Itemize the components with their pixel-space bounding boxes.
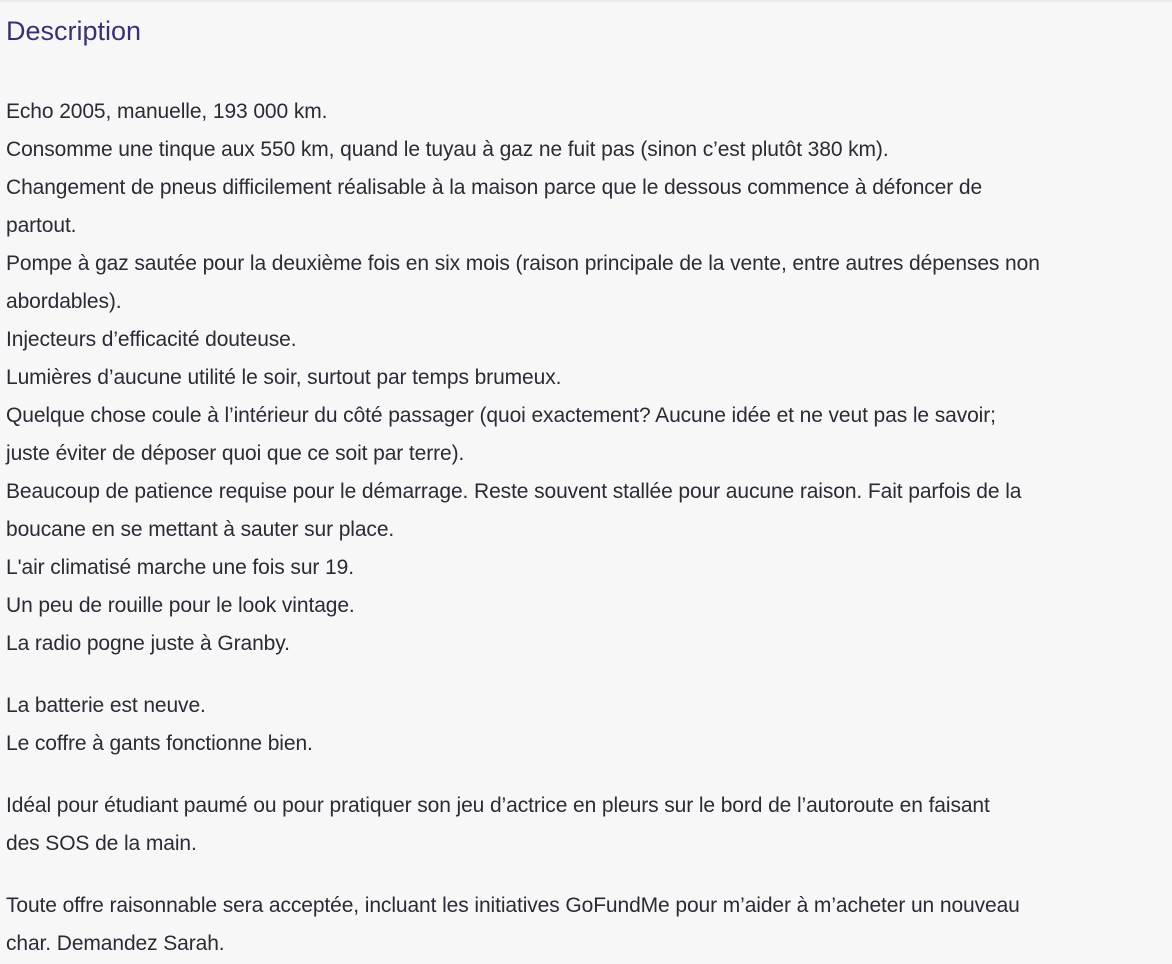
description-line: Beaucoup de patience requise pour le démarrage. Reste souvent stallée pour aucune raison. Fait parfois de la bbox=[6, 480, 1022, 503]
description-line: boucane en se mettant à sauter sur place. bbox=[6, 518, 395, 541]
description-paragraph-offer bbox=[6, 887, 1166, 963]
description-line: Changement de pneus difficilement réalisable à la maison parce que le dessous commence à défoncer de bbox=[6, 176, 983, 199]
description-line: Idéal pour étudiant paumé ou pour pratiquer son jeu d’actrice en pleurs sur le bord de l’autoroute en faisant bbox=[6, 794, 990, 817]
description-line: juste éviter de déposer quoi que ce soit par terre). bbox=[6, 442, 465, 465]
description-line: partout. bbox=[6, 214, 77, 237]
description-paragraph-details bbox=[6, 93, 1166, 663]
description-line: L'air climatisé marche une fois sur 19. bbox=[6, 556, 354, 579]
description-paragraph-positives bbox=[6, 687, 1166, 763]
description-line: Un peu de rouille pour le look vintage. bbox=[6, 594, 355, 617]
description-line: Injecteurs d’efficacité douteuse. bbox=[6, 328, 297, 351]
description-line: Quelque chose coule à l’intérieur du côté passager (quoi exactement? Aucune idée et ne veut pas le savoir; bbox=[6, 404, 996, 427]
description-line: Le coffre à gants fonctionne bien. bbox=[6, 732, 313, 755]
description-line: Toute offre raisonnable sera acceptée, incluant les initiatives GoFundMe pour m’aider à m’acheter un nouveau bbox=[6, 894, 1020, 917]
description-section bbox=[0, 2, 1172, 963]
description-line: char. Demandez Sarah. bbox=[6, 932, 225, 955]
description-line: abordables). bbox=[6, 290, 122, 313]
description-line: Pompe à gaz sautée pour la deuxième fois en six mois (raison principale de la vente, entre autres dépenses non bbox=[6, 252, 1040, 275]
description-line: des SOS de la main. bbox=[6, 832, 197, 855]
description-line: La radio pogne juste à Granby. bbox=[6, 632, 290, 655]
section-title: Description bbox=[6, 16, 142, 46]
description-line: Lumières d’aucune utilité le soir, surtout par temps brumeux. bbox=[6, 366, 562, 389]
description-line: Consomme une tinque aux 550 km, quand le tuyau à gaz ne fuit pas (sinon c’est plutôt 380 km). bbox=[6, 138, 889, 161]
description-line: La batterie est neuve. bbox=[6, 694, 206, 717]
description-paragraph-ideal-for bbox=[6, 787, 1166, 863]
description-line: Echo 2005, manuelle, 193 000 km. bbox=[6, 100, 328, 123]
